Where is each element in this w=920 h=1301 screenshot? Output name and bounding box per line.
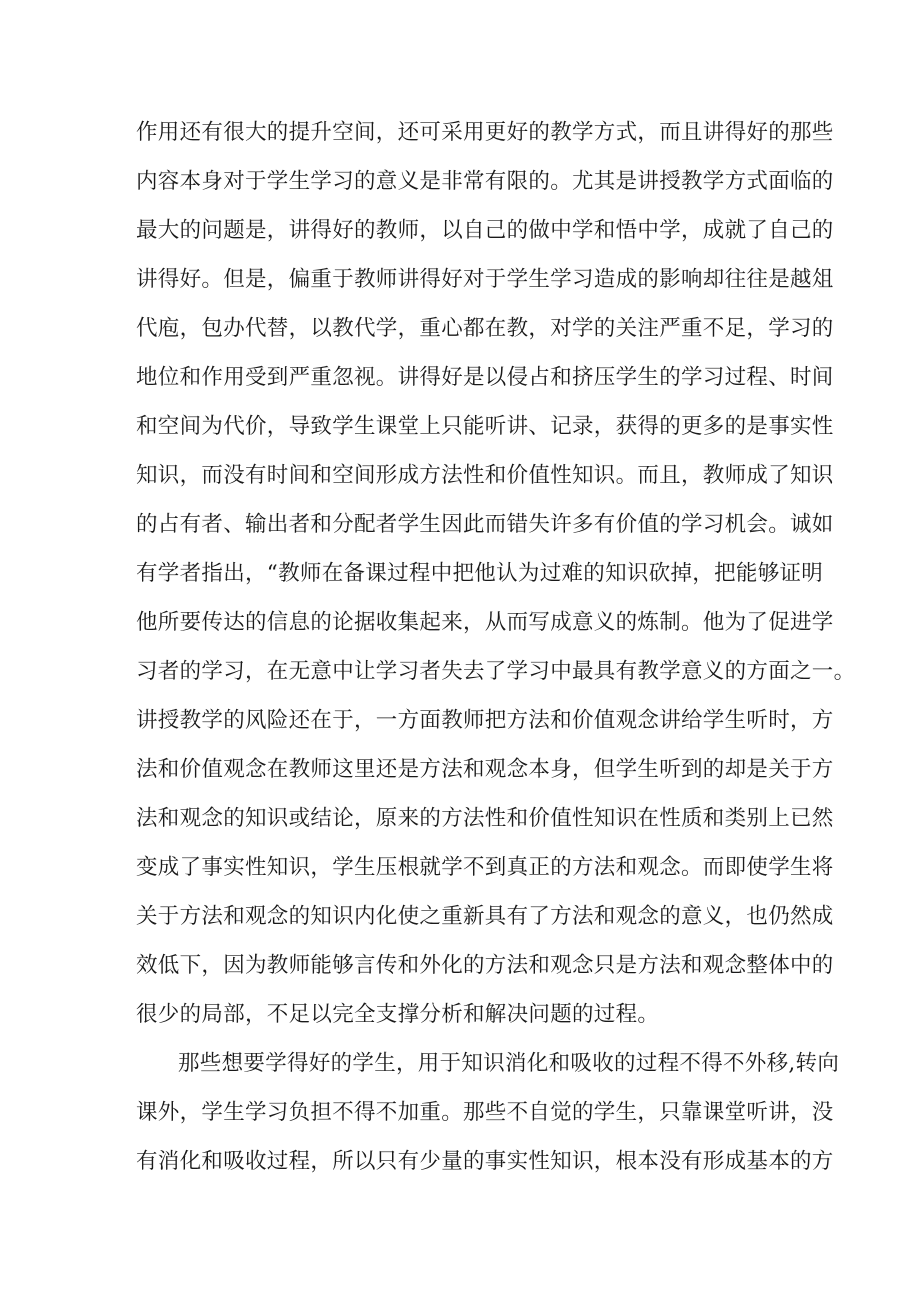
text-line: 作用还有很大的提升空间，还可采用更好的教学方式，而且讲得好的那些 [136, 120, 834, 145]
text-line: 那些想要学得好的学生，用于知识消化和吸收的过程不得不外移,转向 [178, 1051, 840, 1076]
text-line: 内容本身对于学生学习的意义是非常有限的。尤其是讲授教学方式面临的 [136, 169, 834, 194]
text-line: 最大的问题是，讲得好的教师，以自己的做中学和悟中学，成就了自己的 [136, 218, 834, 243]
text-line: 代庖，包办代替，以教代学，重心都在教，对学的关注严重不足，学习的 [136, 316, 834, 341]
text-line: 有消化和吸收过程，所以只有少量的事实性知识，根本没有形成基本的方 [136, 1149, 834, 1174]
text-line: 讲得好。但是，偏重于教师讲得好对于学生学习造成的影响却往往是越俎 [136, 267, 834, 292]
text-line: 他所要传达的信息的论据收集起来，从而写成意义的炼制。他为了促进学 [136, 610, 834, 635]
text-line: 变成了事实性知识，学生压根就学不到真正的方法和观念。而即使学生将 [136, 855, 834, 880]
text-line: 效低下，因为教师能够言传和外化的方法和观念只是方法和观念整体中的 [136, 953, 834, 978]
text-line: 地位和作用受到严重忽视。讲得好是以侵占和挤压学生的学习过程、时间 [136, 365, 834, 390]
text-line: 讲授教学的风险还在于，一方面教师把方法和价值观念讲给学生听时，方 [136, 708, 834, 733]
text-line: 很少的局部，不足以完全支撑分析和解决问题的过程。 [136, 1002, 660, 1027]
text-line: 法和价值观念在教师这里还是方法和观念本身，但学生听到的却是关于方 [136, 757, 834, 782]
text-line: 习者的学习，在无意中让学习者失去了学习中最具有教学意义的方面之一。 [136, 659, 856, 684]
text-line: 和空间为代价，导致学生课堂上只能听讲、记录，获得的更多的是事实性 [136, 414, 834, 439]
text-line: 课外，学生学习负担不得不加重。那些不自觉的学生，只靠课堂听讲，没 [136, 1100, 834, 1125]
paragraph-2 [136, 1039, 840, 1186]
text-line: 知识，而没有时间和空间形成方法性和价值性知识。而且，教师成了知识 [136, 463, 834, 488]
text-line: 法和观念的知识或结论，原来的方法性和价值性知识在性质和类别上已然 [136, 806, 834, 831]
text-line: 的占有者、输出者和分配者学生因此而错失许多有价值的学习机会。诚如 [136, 512, 834, 537]
text-line: 有学者指出，“教师在备课过程中把他认为过难的知识砍掉，把能够证明 [136, 561, 824, 586]
text-line: 关于方法和观念的知识内化使之重新具有了方法和观念的意义，也仍然成 [136, 904, 834, 929]
paragraph-1 [136, 108, 856, 1039]
